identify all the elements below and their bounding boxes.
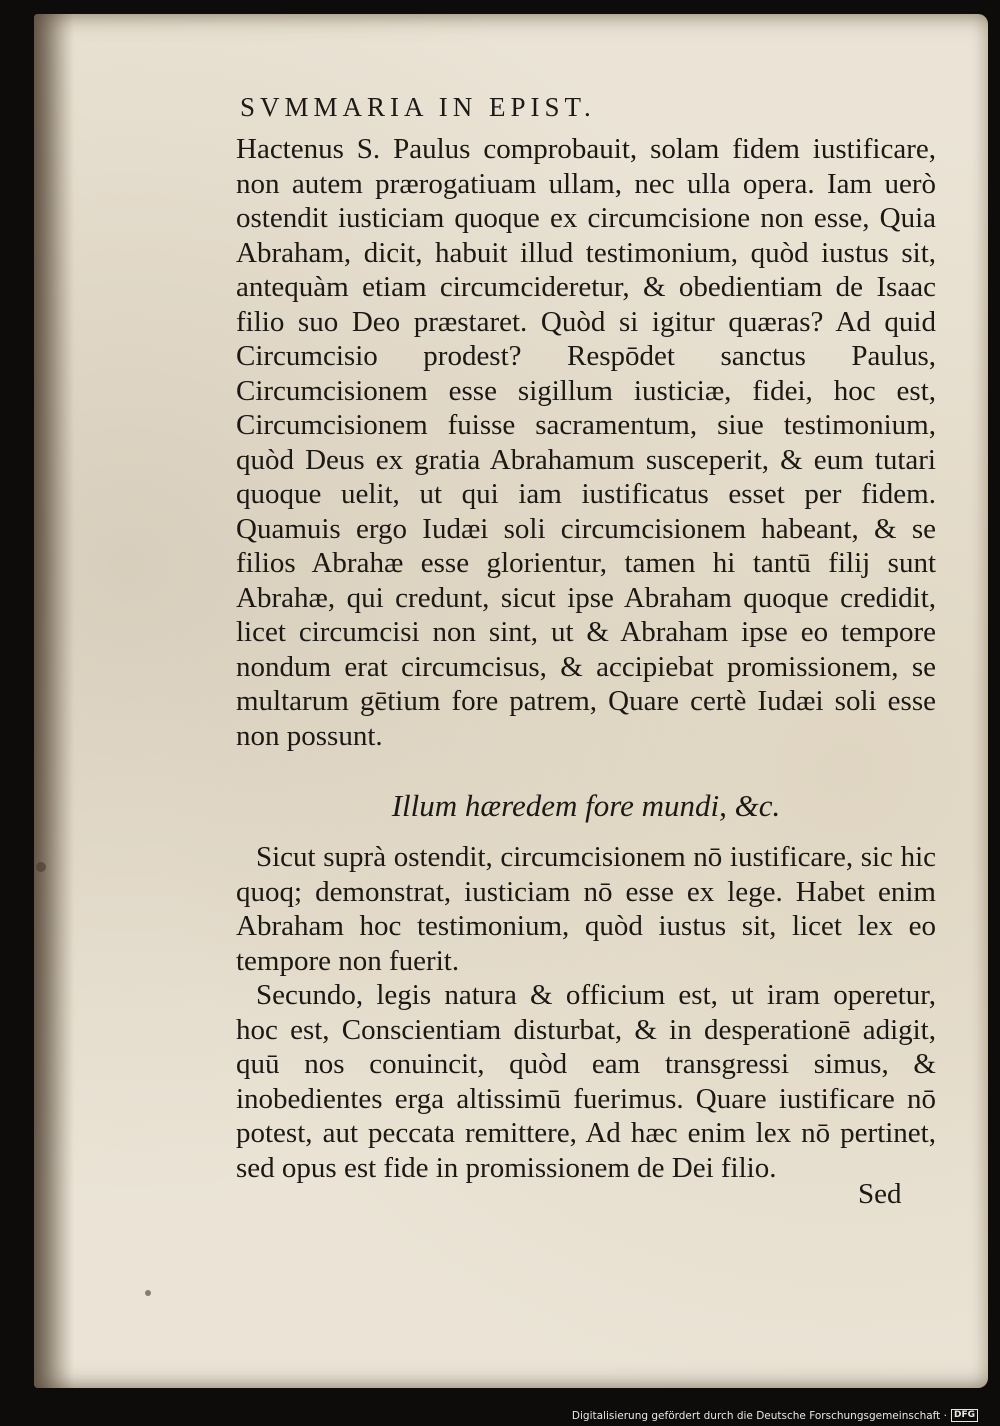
- section-subheading: Illum hæredem fore mundi, &c.: [391, 788, 781, 823]
- credit-text: Digitalisierung gefördert durch die Deutsche Forschungsgemeinschaft ·: [571, 1409, 947, 1422]
- paragraph-1: [236, 132, 936, 753]
- paragraphs-2-3: [236, 840, 936, 1185]
- paper-spot: [36, 862, 46, 872]
- paragraph-2-text: Sicut suprà ostendit, circumcisionem nō iustificare, sic hic quoq; demonstrat, iusticiam nō esse ex lege. Habet enim Abraham hoc testimonium, quòd iustus sit, licet lex eo tempore non fuerit.: [236, 841, 936, 977]
- digitization-credit: [572, 1409, 978, 1422]
- gutter-shadow: [34, 14, 74, 1388]
- paper-spot: [145, 1290, 151, 1296]
- running-header: SVMMARIA IN EPIST.: [240, 92, 596, 122]
- paragraph-1-text: Hactenus S. Paulus comprobauit, solam fidem iustificare, non autem prærogatiuam ullam, nec ulla opera. Iam uerò ostendit iusticiam quoque ex circumcisione non esse, Quia Abraham, dicit, habuit illud testimonium, quòd iustus sit, antequàm etiam circumcideretur, & obedientiam de Isaac filio suo Deo præstaret. Quòd si igitur quæras? Ad quid Circumcisio prodest? Respōdet sanctus Paulus, Circumcisionem esse sigillum iusticiæ, fidei, hoc est, Circumcisionem fuisse sacramentum, siue testimonium, quòd Deus ex gratia Abrahamum susceperit, & eum tutari quoque uelit, ut qui iam iustificatus esset per fidem. Quamuis ergo Iudæi soli circumcisionem habeant, & se filios Abrahæ esse glorientur, tamen hi tantū filij sunt Abrahæ, qui credunt, sicut ipse Abraham quoque credidit, licet circumcisi non sint, ut & Abraham ipse eo tempore nondum erat circumcisus, & accipiebat promissionem, se multarum gētium fore patrem, Quare certè Iudæi soli esse non possunt.: [236, 133, 936, 752]
- catchword: Sed: [858, 1178, 902, 1210]
- dfg-logo: DFG: [951, 1409, 978, 1422]
- paragraph-3-text: Secundo, legis natura & officium est, ut iram operetur, hoc est, Conscientiam disturbat, & in desperationē adigit, quū nos conuincit, quòd eam transgressi simus, & inobedientes erga altissimū fuerimus. Quare iustificare nō potest, aut peccata remittere, Ad hæc enim lex nō pertinet, sed opus est fide in promissionem de Dei filio.: [236, 979, 936, 1184]
